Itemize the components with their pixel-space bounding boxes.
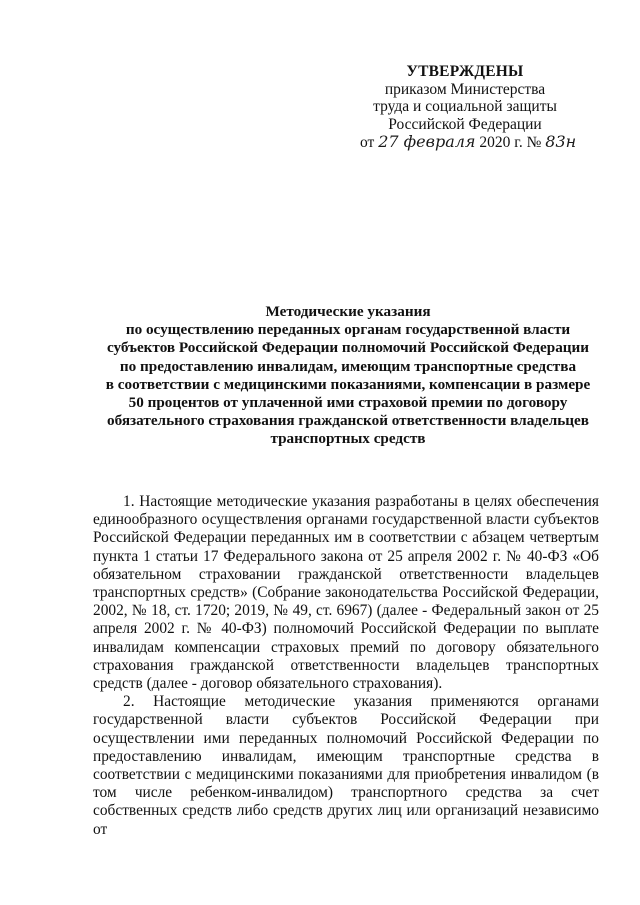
title-line: обязательного страхования гражданской ответственности владельцев: [107, 412, 589, 430]
title-line: Методические указания: [265, 303, 431, 320]
title-line: по предоставлению инвалидам, имеющим транспортные средства: [119, 357, 577, 375]
approval-line-federation: Российской Федерации: [388, 115, 542, 133]
date-prefix: от: [360, 134, 375, 152]
approval-line-labor: труда и социальной защиты: [373, 98, 557, 116]
document-body: [93, 493, 599, 839]
title-line: по осуществлению переданных органам государственной власти: [125, 321, 571, 339]
handwritten-order-number: 83н: [545, 132, 577, 152]
approval-block: [360, 63, 577, 152]
date-year: 2020 г. №: [479, 134, 542, 152]
approval-heading: УТВЕРЖДЕНЫ: [406, 63, 524, 80]
title-line: в соответствии с медицинскими показаниями, компенсации в размере: [105, 375, 591, 393]
title-line: транспортных средств: [270, 430, 426, 448]
document-title: [88, 303, 608, 449]
paragraph-1: 1. Настоящие методические указания разработаны в целях обеспечения единообразного осуществления органами государственной власти субъектов Российской Федерации переданных им в соответствии с абзацем четвертым пункта 1 статьи 17 Федерального закона от 25 апреля 2002 г. № 40-ФЗ «Об обязательном страховании гражданской ответственности владельцев транспортных средств» (Собрание законодательства Российской Федерации, 2002, № 18, ст. 1720; 2019, № 49, ст. 6967) (далее - Федеральный закон от 25 апреля 2002 г. № 40-ФЗ) полномочий Российской Федерации по выплате инвалидам компенсации страховых премий по договору обязательного страхования гражданской ответственности владельцев транспортных средств (далее - договор обязательного страхования).: [93, 493, 599, 693]
paragraph-2: 2. Настоящие методические указания применяются органами государственной власти субъектов Российской Федерации при осуществлении ими переданных полномочий Российской Федерации по предоставлению инвалидам, имеющим транспортные средства в соответствии с медицинскими показаниями для приобретения инвалидом (в том числе ребенком-инвалидом) транспортного средства за счет собственных средств либо средств других лиц или организаций независимо от: [93, 693, 599, 838]
approval-date-line: [360, 132, 577, 152]
title-line: субъектов Российской Федерации полномочий Российской Федерации: [106, 339, 590, 357]
handwritten-date: 27 февраля: [378, 132, 476, 152]
approval-line-ministry: приказом Министерства: [384, 80, 546, 98]
title-line: 50 процентов от уплаченной ими страховой премии по договору: [128, 394, 568, 412]
